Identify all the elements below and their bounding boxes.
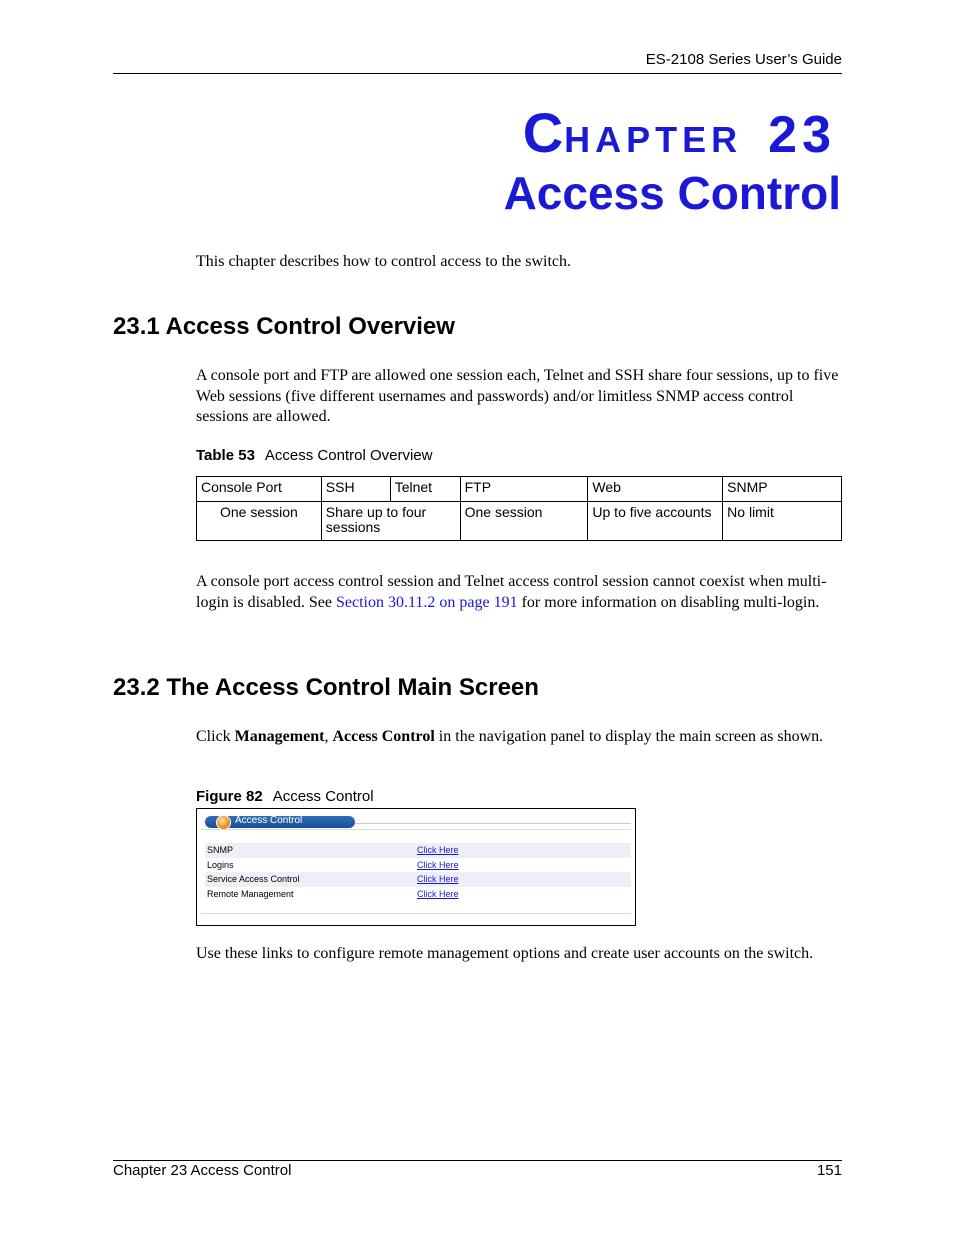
footer-chapter-title: Chapter 23 Access Control bbox=[113, 1162, 292, 1179]
section-cross-reference-link[interactable]: Section 30.11.2 on page 191 bbox=[335, 593, 518, 611]
list-item-label: Logins bbox=[207, 859, 234, 870]
screen-title-label: Access Control bbox=[235, 815, 303, 826]
chapter-number: 23 bbox=[768, 106, 836, 164]
main-screen-paragraph bbox=[196, 727, 844, 748]
list-item-snmp bbox=[205, 843, 631, 858]
table-header-cell: SSH bbox=[321, 477, 390, 502]
click-here-link[interactable]: Click Here bbox=[417, 859, 459, 870]
table-caption-label: Table 53 bbox=[196, 447, 255, 464]
screen-title-bar bbox=[201, 815, 631, 829]
guide-title: ES-2108 Series User’s Guide bbox=[645, 51, 842, 68]
multi-login-paragraph bbox=[196, 572, 844, 613]
table-cell: One session bbox=[460, 502, 588, 541]
figure-caption-label: Figure 82 bbox=[196, 788, 263, 805]
table-header-cell: Console Port bbox=[197, 477, 322, 502]
settings-list bbox=[205, 843, 631, 901]
list-item-logins bbox=[205, 858, 631, 873]
title-underline bbox=[201, 829, 631, 830]
click-text: Click bbox=[196, 728, 235, 745]
section-heading-main-screen: 23.2 The Access Control Main Screen bbox=[113, 674, 539, 701]
figure-caption bbox=[196, 788, 374, 805]
header-rule bbox=[113, 73, 842, 74]
chapter-title: Access Control bbox=[503, 167, 841, 219]
section-heading-overview: 23.1 Access Control Overview bbox=[113, 313, 455, 340]
table-header-row bbox=[197, 477, 842, 502]
table-row bbox=[197, 502, 842, 541]
table-caption bbox=[196, 447, 432, 464]
management-term: Management bbox=[234, 728, 325, 745]
access-control-term: Access Control bbox=[332, 728, 435, 745]
screenshot-panel bbox=[201, 813, 631, 921]
table-header-cell: SNMP bbox=[723, 477, 842, 502]
title-divider bbox=[355, 823, 631, 824]
intro-paragraph: This chapter describes how to control access to the switch. bbox=[196, 253, 571, 270]
table-cell: Up to five accounts bbox=[588, 502, 723, 541]
click-here-link[interactable]: Click Here bbox=[417, 874, 459, 884]
page-number: 151 bbox=[816, 1162, 842, 1179]
table-header-cell: Web bbox=[588, 477, 723, 502]
figure-caption-text: Access Control bbox=[272, 788, 374, 805]
panel-bottom-rule bbox=[201, 913, 631, 914]
table-cell: Share up to four sessions bbox=[321, 502, 460, 541]
main-screen-text-rest: in the navigation panel to display the main screen as shown. bbox=[434, 728, 824, 745]
click-here-link[interactable]: Click Here bbox=[417, 888, 459, 899]
list-item-label: SNMP bbox=[207, 845, 234, 855]
orange-circle-icon bbox=[216, 815, 231, 830]
table-header-cell: Telnet bbox=[390, 477, 460, 502]
multi-login-text-before: A console port access control session and Telnet access control session cannot coexist when multi-login is disabled. See bbox=[196, 573, 827, 611]
footer-rule bbox=[113, 1160, 842, 1161]
click-here-link[interactable]: Click Here bbox=[417, 845, 459, 855]
list-item-service-access-control bbox=[205, 872, 631, 887]
overview-paragraph: A console port and FTP are allowed one session each, Telnet and SSH share four sessions, up to five Web sessions (five different usernames and passwords) and/or limitless SNMP access control sessions are allowed. bbox=[196, 367, 839, 425]
chapter-label-initial: C bbox=[522, 101, 565, 164]
access-control-screenshot bbox=[196, 808, 636, 926]
chapter-label bbox=[523, 100, 836, 165]
table-cell: No limit bbox=[723, 502, 842, 541]
comma-text: , bbox=[324, 728, 333, 745]
multi-login-text-after: for more information on disabling multi-login. bbox=[517, 593, 820, 611]
list-item-remote-management bbox=[205, 887, 631, 902]
list-item-label: Remote Management bbox=[207, 888, 294, 899]
chapter-label-rest: HAPTER bbox=[564, 119, 743, 160]
list-item-label: Service Access Control bbox=[207, 874, 300, 884]
table-cell: One session bbox=[197, 502, 322, 541]
closing-paragraph: Use these links to configure remote management options and create user accounts on the switch. bbox=[196, 945, 814, 962]
table-caption-text: Access Control Overview bbox=[264, 447, 433, 464]
table-header-cell: FTP bbox=[460, 477, 588, 502]
access-control-overview-table bbox=[196, 476, 842, 541]
